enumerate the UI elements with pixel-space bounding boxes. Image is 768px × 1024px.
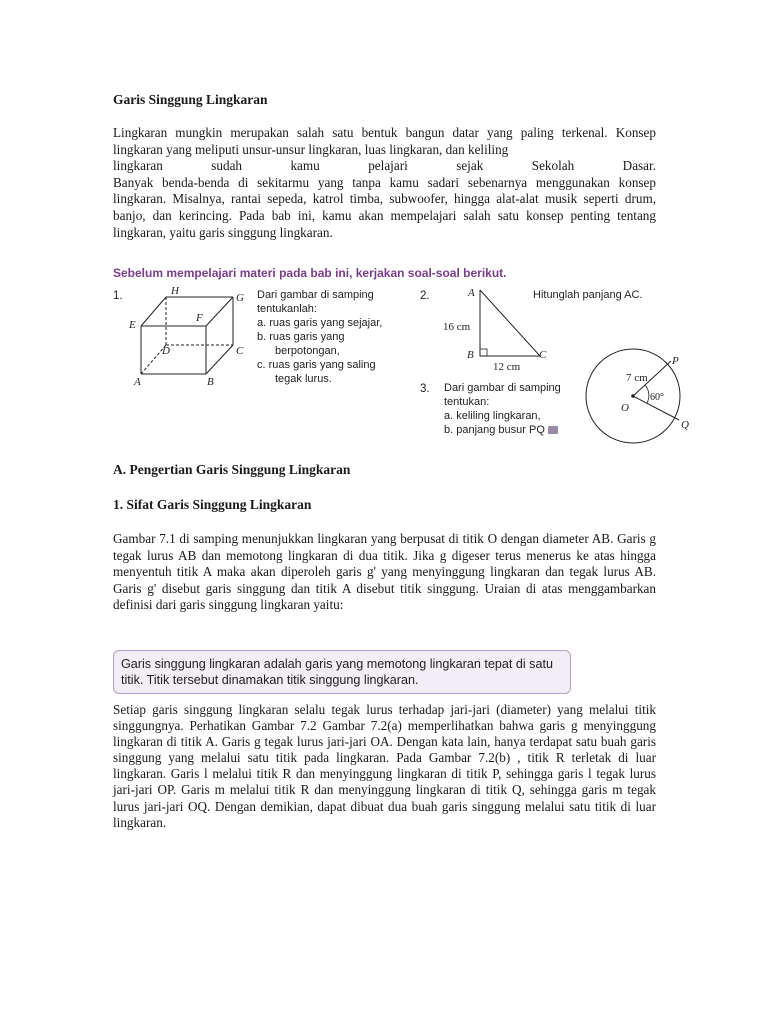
- q3-option-b: b. panjang busur PQ: [444, 424, 545, 436]
- label-P: P: [672, 355, 679, 367]
- circle-figure: [583, 344, 695, 448]
- q1-prompt2: tentukanlah:: [257, 303, 317, 315]
- note-icon: [548, 426, 558, 434]
- label-Q: Q: [681, 419, 689, 431]
- q3-text: [444, 381, 589, 437]
- side-bc-length: 12 cm: [493, 361, 521, 372]
- q1-prompt: Dari gambar di samping: [257, 289, 374, 301]
- intro-paragraph: [113, 125, 656, 241]
- intro-line: satu konsep penting tentang lingkaran, yaitu garis singgung lingkaran.: [113, 207, 656, 240]
- q1-option-b: b. ruas garis yang: [257, 331, 345, 343]
- label-D: D: [162, 345, 170, 357]
- q2-number: 2.: [420, 290, 430, 302]
- label-E: E: [129, 319, 136, 331]
- intro-line: Lingkaran mungkin merupakan salah satu bentuk bangun datar yang paling terkenal.: [113, 125, 608, 140]
- angle-label: 60°: [650, 392, 664, 403]
- paragraph-3: Setiap garis singgung lingkaran selalu tegak lurus terhadap jari-jari (diameter) yang melalui titik singgungnya. Perhatikan Gambar 7.2 Gambar 7.2(a) memperlihatkan bahwa garis g menyinggung lingkaran di titik A. Garis g tegak lurus jari-jari OA. Dengan kata lain, hanya terdapat satu buah garis singgung yang melalui satu titik pada lingkaran. Pada Gambar 7.2(b) , titik R terletak di luar lingkaran. Garis l melalui titik R dan menyinggung lingkaran di titik P, sehingga garis l tegak lurus jari-jari OP. Garis m melalui titik R dan menyinggung lingkaran di titik Q, sehingga garis m tegak lurus jari-jari OQ. Dengan demikian, dapat dibuat dua buah garis singgung melalui satu titik di luar lingkaran.: [113, 702, 656, 830]
- label-G: G: [236, 292, 244, 304]
- q3-option-a: a. keliling lingkaran,: [444, 410, 541, 422]
- section-a-heading: A. Pengertian Garis Singgung Lingkaran: [113, 462, 351, 477]
- side-ab-length: 16 cm: [443, 321, 471, 333]
- cuboid-figure: [123, 284, 258, 392]
- q3-prompt: Dari gambar di samping: [444, 382, 561, 394]
- label-O: O: [621, 402, 629, 414]
- intro-line: musik seperti drum, banjo, dan kerincing. Pada bab ini, kamu akan mempelajari salah: [113, 191, 656, 223]
- intro-line: lingkaran sudah kamu pelajari sejak Sekolah Dasar.: [113, 158, 656, 174]
- label-F: F: [196, 312, 203, 324]
- q1-option-b-cont: berpotongan,: [275, 345, 340, 357]
- q1-option-c: c. ruas garis yang saling: [257, 359, 376, 371]
- label-C: C: [236, 345, 244, 357]
- page-title: Garis Singgung Lingkaran: [113, 92, 268, 107]
- label-B: B: [207, 376, 214, 388]
- q2-prompt: Hitunglah panjang AC.: [533, 289, 643, 301]
- label-A: A: [468, 287, 475, 299]
- q3-prompt2: tentukan:: [444, 396, 490, 408]
- section-1-heading: 1. Sifat Garis Singgung Lingkaran: [113, 497, 312, 512]
- definition-box: Garis singgung lingkaran adalah garis yang memotong lingkaran tepat di satu titik. Titik tersebut dinamakan titik singgung lingkaran.: [113, 650, 571, 694]
- intro-line: Konsep lingkaran yang meliputi unsur-unsur lingkaran, luas lingkaran, dan keliling: [113, 125, 657, 157]
- q1-number: 1.: [113, 290, 123, 302]
- q3-number: 3.: [420, 383, 430, 395]
- q1-option-c-cont: tegak lurus.: [275, 373, 332, 385]
- exercise-heading: Sebelum mempelajari materi pada bab ini, kerjakan soal-soal berikut.: [113, 266, 507, 280]
- q1-option-a: a. ruas garis yang sejajar,: [257, 317, 383, 329]
- radius-label: 7 cm: [626, 372, 648, 384]
- paragraph-2: Gambar 7.1 di samping menunjukkan lingkaran yang berpusat di titik O dengan diameter AB. Garis g tegak lurus AB dan memotong lingkaran di dua titik. Jika g digeser terus menerus ke atas hingga menyentuh titik A maka akan diperoleh garis g' yang menyinggung lingkaran dan tegak lurus AB. Garis g' disebut garis singgung dan titik A disebut titik singgung. Uraian di atas menggambarkan definisi dari garis singgung lingkaran yaitu:: [113, 531, 656, 613]
- intro-line: konsep lingkaran. Misalnya, rantai sepeda, katrol timba, subwoofer, hingga alat-alat: [113, 174, 656, 207]
- q3-option-b-row: [444, 423, 589, 437]
- q1-text: [257, 288, 407, 386]
- label-A: A: [134, 376, 141, 388]
- label-C: C: [539, 349, 547, 361]
- intro-line: Banyak benda-benda di sekitarmu yang tanpa kamu sadari sebenarnya menggunakan: [113, 174, 610, 190]
- label-H: H: [171, 285, 179, 297]
- label-B: B: [467, 349, 474, 361]
